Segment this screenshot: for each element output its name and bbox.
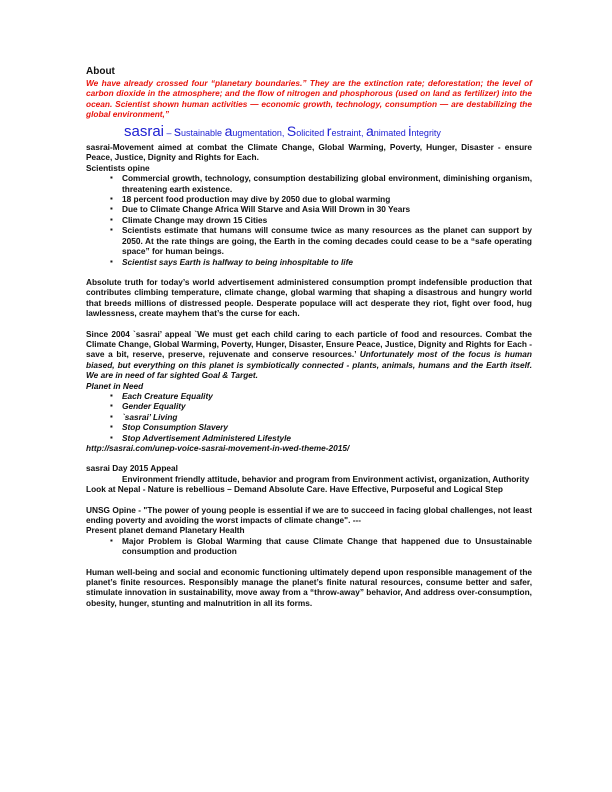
sasrai-acronym-line: [124, 122, 532, 140]
list-item: ▪ Each Creature Equality: [122, 391, 532, 401]
list-item: ▪ Stop Consumption Slavery: [122, 422, 532, 432]
acronym-initial: i: [408, 122, 412, 139]
acronym-initial: a: [224, 122, 233, 139]
list-item: ▪ 18 percent food production may dive by 2050 due to global warming: [122, 194, 532, 204]
acronym-initial: s: [174, 122, 182, 139]
unsg-bullet-list: [86, 536, 532, 557]
planet-needs-list: [86, 391, 532, 443]
sasrai-link[interactable]: http://sasrai.com/unep-voice-sasrai-movement-in-wed-theme-2015/: [86, 443, 350, 453]
scientists-bullet-list: [86, 173, 532, 267]
planet-in-need-label: Planet in Need: [86, 380, 144, 391]
wellbeing-paragraph: Human well-being and social and economic functioning ultimately depend upon responsible management of the planet’s finite resources. Responsibly manage the planet’s finite natural resources, consume better and safer, stimulate innovation in sustainability, move away from a “throw-away” behavior, And address over-consumption, obesity, hunger, stunting and malnutrition in all its forms.: [86, 566, 532, 608]
scientists-opine-label: Scientists opine: [86, 162, 150, 173]
list-item: ▪ Gender Equality: [122, 401, 532, 411]
present-planet-label: Present planet demand Planetary Health: [86, 525, 245, 536]
acronym-dash: –: [164, 127, 175, 138]
day-2015-title: sasrai Day 2015 Appeal: [86, 463, 178, 474]
acronym-initial: a: [365, 122, 374, 139]
movement-intro: sasrai-Movement aimed at combat the Climate Change, Global Warming, Poverty, Hunger, Disaster - ensure Peace, Justice, Dignity and Rights for Each.: [86, 142, 532, 163]
acronym-initial: S: [286, 122, 297, 139]
acronym-rest: nimated: [373, 127, 409, 138]
acronym-rest: ustainable: [181, 127, 225, 138]
acronym-rest: estraint,: [331, 127, 366, 138]
appeal-2004-paragraph: [86, 329, 532, 381]
planetary-boundaries-quote: We have already crossed four “planetary boundaries.” They are the extinction rate; deforestation; the level of carbon dioxide in the atmosphere; and the flow of nitrogen and phosphorous (used on land as fertilizer) into the ocean. Scientist shown human activities — economic growth, technology, consumption — are destabilizing the global environment,”: [86, 78, 532, 120]
acronym-rest: ntegrity: [411, 127, 441, 138]
about-heading: About: [86, 66, 115, 77]
list-item: ▪ Major Problem is Global Warming that cause Climate Change that happened due to Unsustainable consumption and production: [122, 536, 532, 557]
acronym-word: sasrai: [124, 122, 165, 140]
list-item: ▪ Stop Advertisement Administered Lifestyle: [122, 433, 532, 443]
list-item: ▪ `sasrai’ Living: [122, 412, 532, 422]
acronym-rest: ugmentation,: [232, 127, 287, 138]
nepal-line: Look at Nepal - Nature is rebellious – Demand Absolute Care. Have Effective, Purposeful and Logical Step: [86, 484, 503, 495]
document-page: [86, 66, 532, 608]
day-2015-body: Environment friendly attitude, behavior and program from Environment activist, organization, Authority: [122, 473, 530, 484]
list-item: ▪ Due to Climate Change Africa Will Starve and Asia Will Drown in 30 Years: [122, 204, 532, 214]
list-item: ▪ Scientists estimate that humans will consume twice as many resources as the planet can support by 2050. At the rate things are going, the Earth in the coming decades could cease to be a “safe operating space” for human beings.: [122, 225, 532, 256]
list-item: ▪ Commercial growth, technology, consumption destabilizing global environment, diminishing organism, threatening earth existence.: [122, 173, 532, 194]
list-item: ▪ Climate Change may drown 15 Cities: [122, 215, 532, 225]
appeal-text: Since 2004 `sasrai’ appeal `We must get each child caring to each particle of food and resources. Combat the Climate Change, Global Warming, Poverty, Hunger, Disaster, Ensure Peace, Justice, Dignity and Rights for Each - save a bit, reserve, preserve, rejuvenate and conserve resources.’: [86, 328, 532, 360]
appeal-italic-text: Unfortunately most of the focus is human biased, but everything on this planet is symbiotically connected - plants, animals, humans and the Earth itself. We are in need of far sighted Goal & Target.: [86, 349, 532, 381]
acronym-rest: olicited: [296, 127, 327, 138]
acronym-initial: r: [326, 122, 332, 139]
list-item: ▪ Scientist says Earth is halfway to being inhospitable to life: [122, 257, 532, 267]
absolute-truth-paragraph: Absolute truth for today’s world advertisement administered consumption prompt indefensible production that contributes climbing temperature, climate change, global warming that shaping a disastrous and hungry world that breeds millions of distressed people. Desperate populace will act desperate they riot, fight over food, hug lawlessness, create mayhem that’s the curse for each.: [86, 276, 532, 319]
unsg-opine: UNSG Opine - "The power of young people is essential if we are to succeed in facing global challenges, not least ending poverty and avoiding the worst impacts of climate change". ---: [86, 504, 532, 526]
